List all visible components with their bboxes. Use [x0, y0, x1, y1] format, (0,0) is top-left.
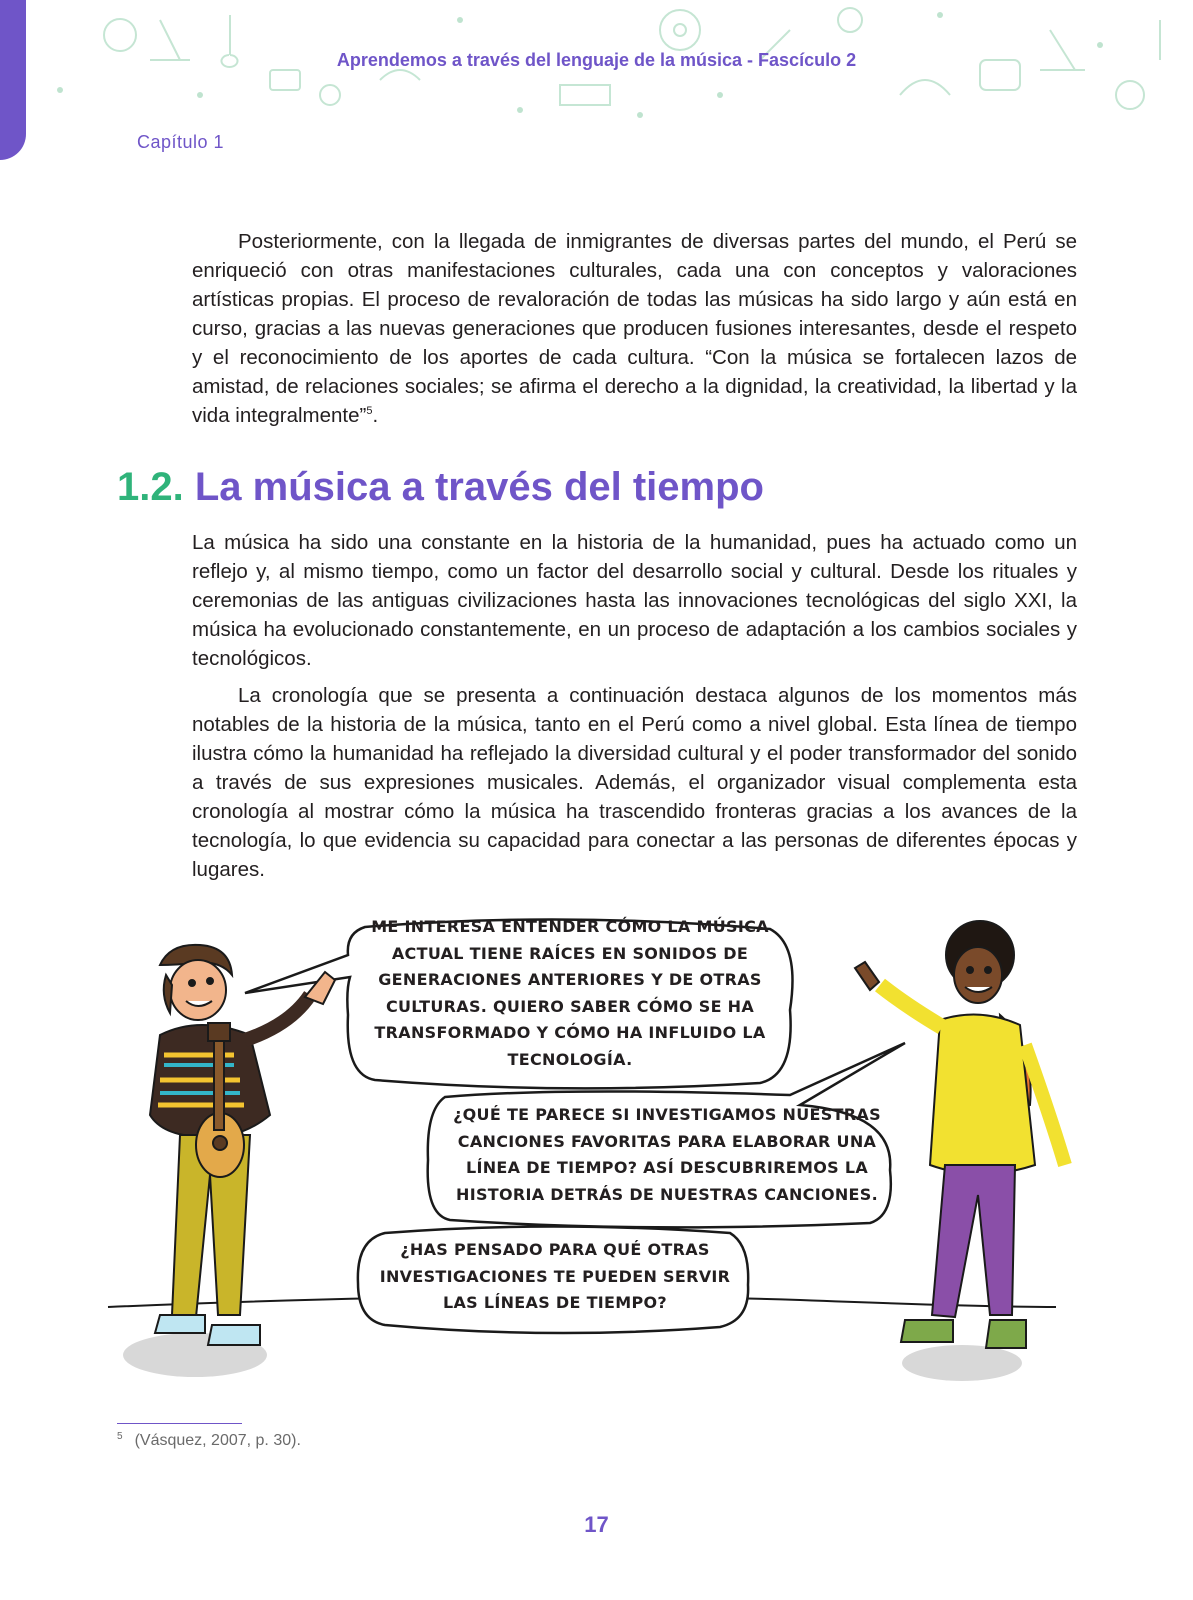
- footnote-ref: 5: [366, 405, 373, 418]
- bubble-text-3: ¿HAS PENSADO PARA QUÉ OTRAS INVESTIGACIONES TE PUEDEN SERVIR LAS LÍNEAS DE TIEMPO?: [379, 1240, 731, 1312]
- intro-text: Posteriormente, con la llegada de inmigrantes de diversas partes del mundo, el Perú se enriqueció con otras manifestaciones culturales, cada una con conceptos y valoraciones artísticas propias. El proceso de revaloración de todas las músicas ha sido largo y aún está en curso, gracias a las nuevas generaciones que producen fusiones interesantes, desde el respeto y el reconocimiento de los aportes de cada cultura. “Con la música se fortalecen lazos de amistad, de relaciones sociales; se afirma el derecho a la dignidad, la creatividad, la libertad y la vida integralmente”: [192, 230, 1077, 427]
- section-title: La música a través del tiempo: [194, 465, 764, 509]
- intro-end: .: [372, 404, 379, 427]
- section-number: 1.2.: [117, 465, 184, 509]
- section-paragraph-2: La cronología que se presenta a continuación destaca algunos de los momentos más notables de la historia de la música, tanto en el Perú como a nivel global. Esta línea de tiempo ilustra cómo la humanidad ha reflejado la diversidad cultural y el poder transformador del sonido a través de sus expresiones musicales. Además, el organizador visual complementa esta cronología al mostrar cómo la música ha trascendido fronteras gracias a los avances de la tecnología, lo que evidencia su capacidad para conectar a las personas de diferentes épocas y lugares.: [192, 684, 1077, 881]
- footnote-number: 5: [117, 1430, 123, 1442]
- intro-paragraph: [192, 227, 1077, 430]
- bubble-text-2: ¿QUÉ TE PARECE SI INVESTIGAMOS NUESTRAS CANCIONES FAVORITAS PARA ELABORAR UNA LÍNEA DE TIEMPO? ASÍ DESCUBRIREMOS LA HISTORIA DETRÁS DE NUESTRAS CANCIONES.: [453, 1105, 881, 1204]
- running-title: Aprendemos a través del lenguaje de la música - Fascículo 2: [336, 50, 857, 70]
- boy-with-ukulele: [123, 945, 335, 1377]
- footnote-text: (Vásquez, 2007, p. 30).: [134, 1432, 301, 1449]
- footnote: [117, 1432, 301, 1450]
- page-number: 17: [584, 1512, 609, 1537]
- chapter-side-tab: [0, 0, 26, 160]
- section-paragraph-1: La música ha sido una constante en la historia de la humanidad, pues ha actuado como un reflejo y, al mismo tiempo, como un factor del desarrollo social y cultural. Desde los rituales y ceremonias de las antiguas civilizaciones hasta las innovaciones tecnológicas del siglo XXI, la música ha evolucionado constantemente, en un proceso de adaptación a los cambios sociales y tecnológicos.: [192, 531, 1077, 670]
- bubble-text-1: ME INTERESA ENTENDER CÓMO LA MÚSICA ACTUAL TIENE RAÍCES EN SONIDOS DE GENERACIONES ANTERIORES Y DE OTRAS CULTURAS. QUIERO SABER CÓMO SE HA TRANSFORMADO Y CÓMO HA INFLUIDO LA TECNOLOGÍA.: [371, 917, 769, 1069]
- chapter-label: Capítulo 1: [137, 132, 225, 152]
- footnote-rule: [117, 1423, 242, 1424]
- section-heading: [117, 465, 764, 510]
